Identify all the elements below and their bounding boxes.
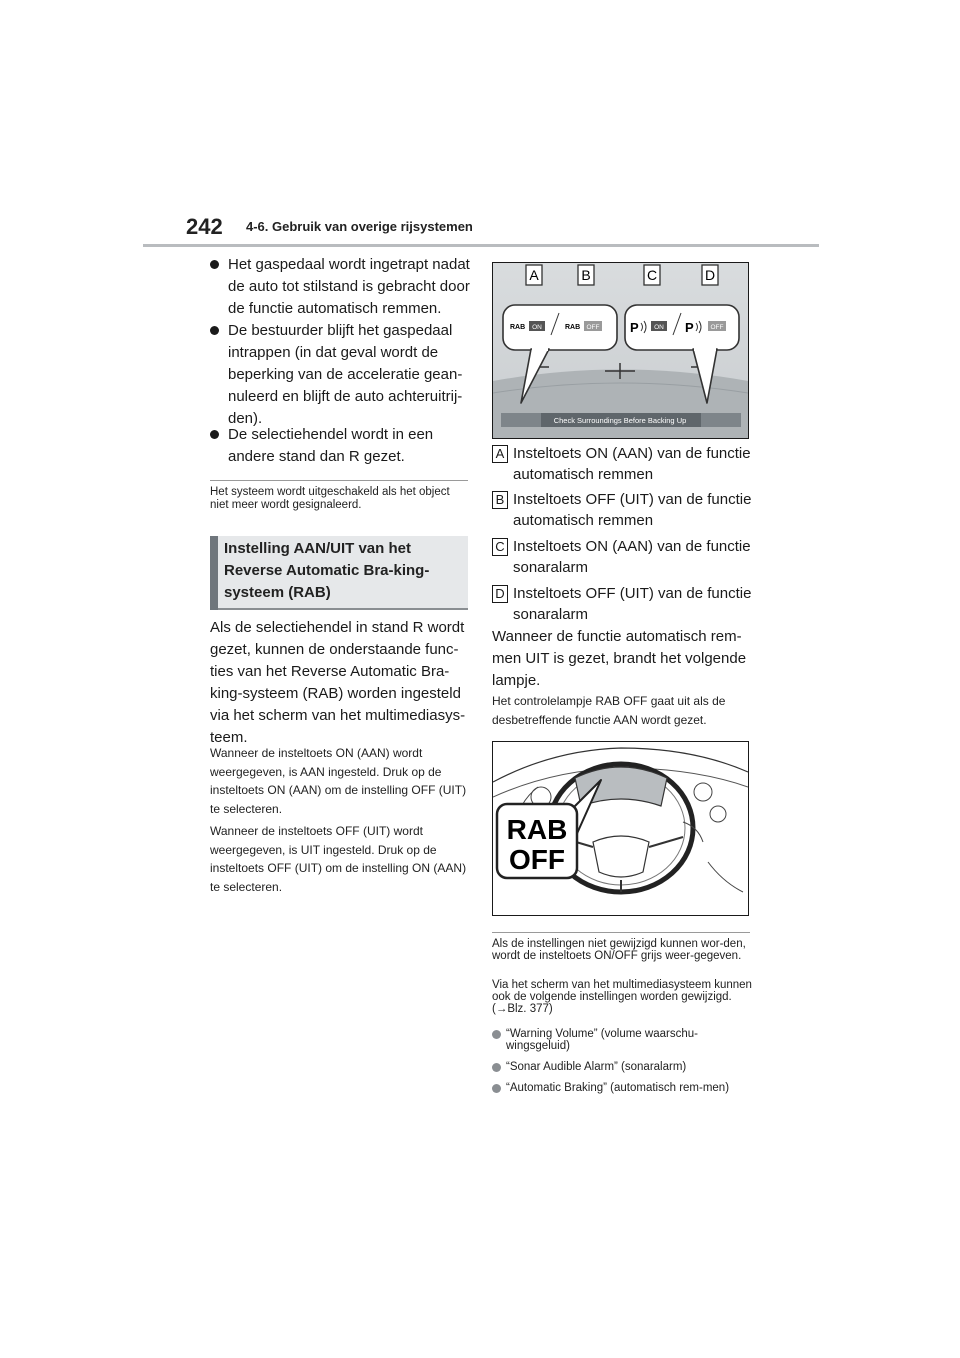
multimedia-screen-figure (492, 262, 749, 439)
bottom-note-divider (492, 932, 750, 933)
rab-intro-paragraph: Als de selectiehendel in stand R wordt gezet, kunnen de onderstaande func-ties van het Reverse Automatic Bra-king-systeem (RAB) worden ingesteld via het scherm van het multimediasys-teem. (210, 619, 466, 746)
system-off-note: Het systeem wordt uitgeschakeld als het object niet meer wordt gesignaleerd. (210, 486, 450, 511)
svg-text:D: D (704, 267, 716, 283)
svg-text:C: C (646, 267, 658, 283)
bullet-dot-icon (210, 326, 219, 335)
bullet-dot-icon (210, 430, 219, 439)
svg-text:OFF: OFF (586, 324, 600, 331)
svg-text:Check Surroundings Before Back: Check Surroundings Before Backing Up (553, 416, 687, 425)
bullet-item (210, 254, 470, 320)
list-item: “Warning Volume” (volume waarschu-wingsgeluid) (506, 1028, 698, 1052)
page-number: 242 (186, 214, 223, 239)
section-title: 4-6. Gebruik van overige rijsystemen (246, 219, 473, 234)
dashboard-illustration (493, 742, 748, 915)
key-label-c: C (492, 538, 508, 556)
svg-text:P: P (630, 320, 639, 335)
screen-illustration (493, 263, 748, 438)
svg-text:RAB: RAB (565, 324, 581, 331)
note-on-setting: Wanneer de insteltoets ON (AAN) wordt weergegeven, is AAN ingesteld. Druk op de insteltoets ON (AAN) om de instelling OFF (UIT) te selecteren. (210, 746, 467, 816)
list-bullet-icon (492, 1030, 501, 1039)
svg-text:OFF: OFF (710, 324, 724, 331)
svg-text:ON: ON (654, 324, 664, 331)
key-text-d: Insteltoets OFF (UIT) van de functie sonaralarm (513, 585, 752, 623)
indicator-note: Het controlelampje RAB OFF gaat uit als de desbetreffende functie AAN wordt gezet. (492, 694, 726, 727)
svg-text:B: B (581, 267, 591, 283)
key-label-d: D (492, 585, 508, 603)
bullet-item (210, 424, 470, 468)
list-bullet-icon (492, 1063, 501, 1072)
key-text-a: Insteltoets ON (AAN) van de functie automatisch remmen (513, 445, 751, 483)
multimedia-settings-note: Via het scherm van het multimediasysteem kunnen ook de volgende instellingen worden gewijzigd. (→Blz. 377) (492, 979, 752, 1015)
bullet-item (210, 320, 470, 430)
bullet-dot-icon (210, 260, 219, 269)
key-label-a: A (492, 445, 508, 463)
bullet-text: De selectiehendel wordt in een andere stand dan R gezet. (228, 426, 434, 465)
svg-text:RAB: RAB (510, 324, 526, 331)
key-label-b: B (492, 491, 508, 509)
section-heading-box (210, 536, 468, 610)
list-item: “Automatic Braking” (automatisch rem-men) (506, 1082, 730, 1094)
dashboard-figure (492, 741, 749, 916)
svg-text:P: P (685, 320, 694, 335)
section-heading: Instelling AAN/UIT van het Reverse Automatic Bra-king-systeem (RAB) (224, 540, 430, 601)
svg-text:ON: ON (532, 324, 542, 331)
list-bullet-icon (492, 1084, 501, 1093)
indicator-paragraph: Wanneer de functie automatisch rem-men UIT is gezet, brandt het volgende lampje. (492, 628, 747, 689)
svg-text:A: A (529, 267, 539, 283)
note-divider (210, 480, 468, 481)
key-text-b: Insteltoets OFF (UIT) van de functie automatisch remmen (513, 491, 752, 529)
bullet-text: Het gaspedaal wordt ingetrapt nadat de auto tot stilstand is gebracht door de functie automatisch remmen. (228, 256, 470, 317)
note-off-setting: Wanneer de insteltoets OFF (UIT) wordt weergegeven, is UIT ingesteld. Druk op de insteltoets OFF (UIT) om de instelling ON (AAN) te selecteren. (210, 824, 467, 894)
header-divider (143, 244, 819, 247)
grey-button-note: Als de instellingen niet gewijzigd kunnen wor-den, wordt de insteltoets ON/OFF grijs weer-gegeven. (492, 938, 746, 962)
key-text-c: Insteltoets ON (AAN) van de functie sonaralarm (513, 538, 751, 576)
list-item: “Sonar Audible Alarm” (sonaralarm) (506, 1061, 687, 1073)
heading-accent-bar (210, 536, 218, 610)
indicator-line1: RAB (506, 814, 568, 845)
bullet-text: De bestuurder blijft het gaspedaal intrappen (in dat geval wordt de beperking van de acceleratie gean-nuleerd en blijft de auto achteruitrij-den). (228, 322, 463, 427)
indicator-line2: OFF (509, 844, 565, 875)
